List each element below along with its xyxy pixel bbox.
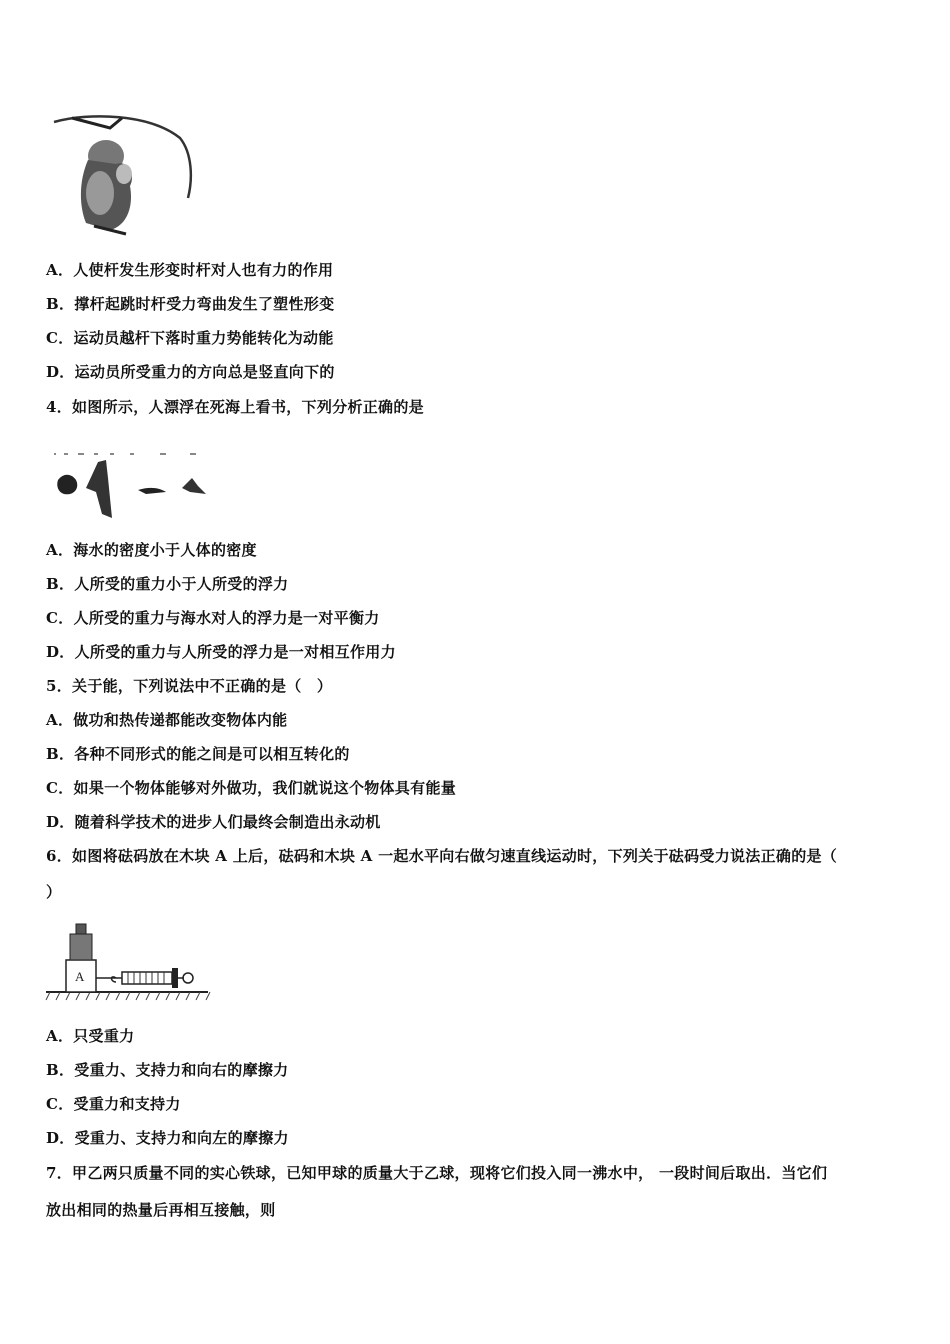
q3-option-a: A．人使杆发生形变时杆对人也有力的作用 [46,261,334,279]
q7-stem-line2: 放出相同的热量后再相互接触，则 [46,1201,276,1219]
q5-option-d: D．随着科学技术的进步人们最终会制造出永动机 [46,813,381,831]
dead-sea-figure [50,448,210,523]
block-a-label: A [75,969,85,984]
q5-option-a: A．做功和热传递都能改变物体内能 [46,711,288,729]
q5-option-b: B．各种不同形式的能之间是可以相互转化的 [46,745,350,763]
q6-stem-line2: ） [46,883,62,901]
q3-option-c: C．运动员越杆下落时重力势能转化为动能 [46,329,334,347]
q5-stem: 5．关于能，下列说法中不正确的是（ ） [46,677,333,695]
q4-option-c: C．人所受的重力与海水对人的浮力是一对平衡力 [46,609,380,627]
block-spring-figure [44,918,214,1006]
q6-stem-line1: 6．如图将砝码放在木块 A 上后，砝码和木块 A 一起水平向右做匀速直线运动时，下列关于砝码受力说法正确的是（ [46,847,838,865]
pole-vault-figure [50,108,195,238]
q3-option-d: D．运动员所受重力的方向总是竖直向下的 [46,363,335,381]
q6-option-d: D．受重力、支持力和向左的摩擦力 [46,1129,289,1147]
q4-stem: 4．如图所示，人漂浮在死海上看书，下列分析正确的是 [46,398,424,416]
q3-option-b: B．撑杆起跳时杆受力弯曲发生了塑性形变 [46,295,335,313]
q4-option-b: B．人所受的重力小于人所受的浮力 [46,575,289,593]
q4-option-d: D．人所受的重力与人所受的浮力是一对相互作用力 [46,643,396,661]
q7-stem-line1: 7．甲乙两只质量不同的实心铁球，已知甲球的质量大于乙球，现将它们投入同一沸水中， 一段时间后取出．当它们 [46,1164,828,1182]
q5-option-c: C．如果一个物体能够对外做功，我们就说这个物体具有能量 [46,779,457,797]
q4-option-a: A．海水的密度小于人体的密度 [46,541,257,559]
q6-option-b: B．受重力、支持力和向右的摩擦力 [46,1061,289,1079]
q6-option-c: C．受重力和支持力 [46,1095,181,1113]
q6-option-a: A．只受重力 [46,1027,135,1045]
